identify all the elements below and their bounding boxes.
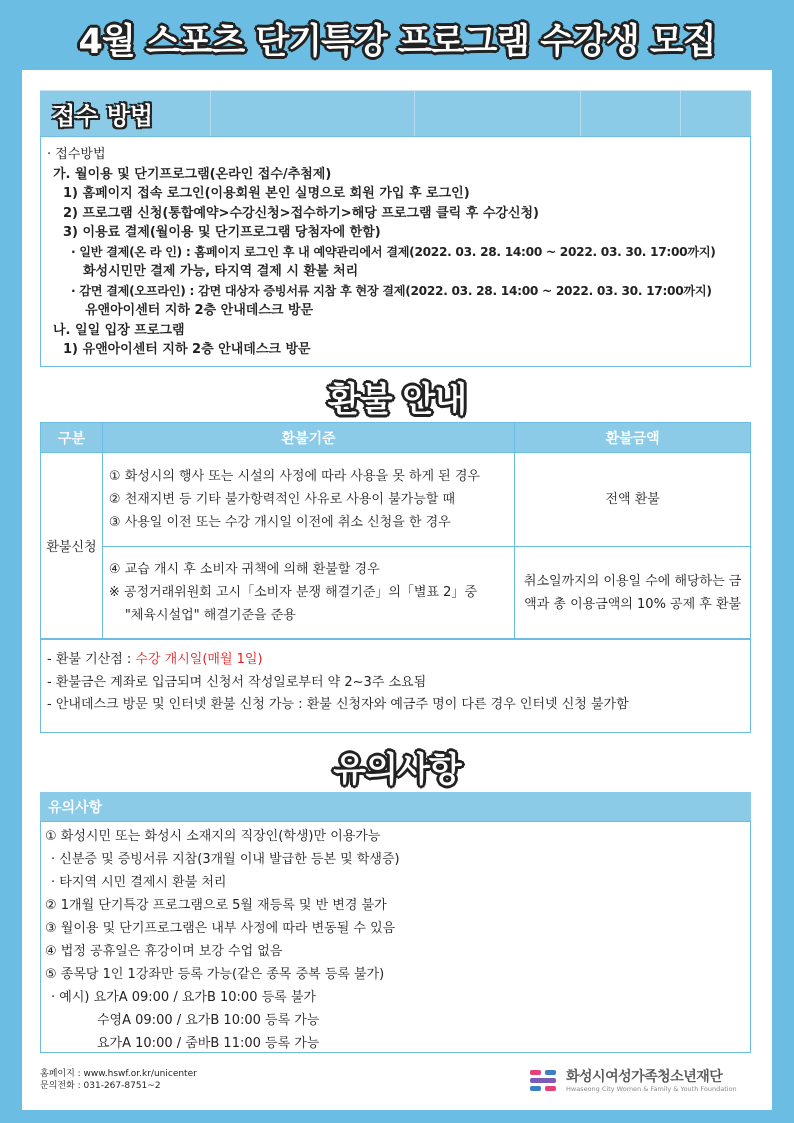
refund-category: 환불신청 (41, 453, 103, 639)
refund-basis-value: 수강 개시일(매월 1일) (135, 652, 263, 667)
refund-notes (40, 639, 751, 733)
app-line: 유앤아이센터 지하 2층 안내데스크 방문 (85, 303, 314, 318)
foundation-logo (528, 1064, 758, 1098)
caution-list (40, 821, 751, 1053)
app-line: 2) 프로그램 신청(통합예약>수강신청>접수하기>해당 프로그램 클릭 후 수강신청) (63, 205, 540, 221)
caution-line: ① 화성시민 또는 화성시 소재지의 직장인(학생)만 이용가능 (45, 829, 381, 844)
app-line: 가. 월이용 및 단기프로그램(온라인 접수/추첨제) (53, 166, 332, 182)
table-header-row (41, 423, 751, 453)
homepage-link[interactable]: 홈페이지 : www.hswf.or.kr/unicenter (40, 1069, 197, 1079)
criteria-line: ② 천재지변 등 기타 불가항력적인 사유로 사용이 불가능할 때 (108, 492, 456, 507)
table-row (41, 453, 751, 547)
application-details (40, 136, 751, 367)
criteria-line: ※ 공정거래위원회 고시「소비자 분쟁 해결기준」의「별표 2」중 (108, 585, 478, 600)
phone-number: 문의전화 : 031-267-8751~2 (40, 1081, 161, 1091)
column-header: 환불기준 (102, 423, 514, 453)
app-line: · 일반 결제(온 라 인) : 홈페이지 로그인 후 내 예약관리에서 결제(2022. 03. 28. 14:00 ~ 2022. 03. 30. 17:00까지) (71, 244, 716, 259)
refund-amount: 취소일까지의 이용일 수에 해당하는 금액과 총 이용금액의 10% 공제 후 환불 (515, 547, 751, 639)
caution-line: · 타지역 시민 결제시 환불 처리 (51, 875, 227, 890)
application-heading: 접수 방법 (52, 102, 154, 130)
foundation-name-en: Hwaseong City Women & Family & Youth Foundation (566, 1085, 737, 1093)
caution-line: 요가A 10:00 / 줌바B 11:00 등록 가능 (97, 1036, 320, 1051)
refund-note: - 안내데스크 방문 및 인터넷 환불 신청 가능 : 환불 신청자와 예금주 명이 다른 경우 인터넷 신청 불가함 (47, 697, 629, 712)
caution-line: ② 1개월 단기특강 프로그램으로 5월 재등록 및 반 변경 불가 (45, 898, 387, 913)
application-section-header (40, 90, 751, 136)
foundation-name: 화성시여성가족청소년재단 (566, 1069, 723, 1085)
caution-box-title: 유의사항 (40, 792, 751, 821)
caution-line: ⑤ 종목당 1인 1강좌만 등록 가능(같은 종목 중복 등록 불가) (45, 967, 385, 982)
app-line: · 접수방법 (47, 147, 106, 162)
refund-basis-label: - 환불 기산점 : (47, 652, 136, 667)
column-header: 환불금액 (515, 423, 751, 453)
caution-line: ③ 월이용 및 단기프로그램은 내부 사정에 따라 변동될 수 있음 (45, 921, 396, 936)
table-row (41, 547, 751, 639)
criteria-line: ① 화성시의 행사 또는 시설의 사정에 따라 사용을 못 하게 된 경우 (108, 469, 480, 484)
caution-line: · 신분증 및 증빙서류 지참(3개월 이내 발급한 등본 및 학생증) (51, 852, 400, 867)
app-line: 1) 홈페이지 접속 로그인(이용회원 본인 실명으로 회원 가입 후 로그인) (63, 186, 470, 201)
refund-table (40, 422, 751, 639)
refund-criteria (102, 547, 514, 639)
criteria-line: ④ 교습 개시 후 소비자 귀책에 의해 환불할 경우 (108, 562, 380, 577)
column-header: 구분 (41, 423, 103, 453)
page-title: 4월 스포츠 단기특강 프로그램 수강생 모집 (78, 22, 716, 62)
refund-heading: 환불 안내 (327, 380, 467, 420)
app-line: 3) 이용료 결제(월이용 및 단기프로그램 당첨자에 한함) (63, 225, 381, 240)
refund-criteria (102, 453, 514, 547)
caution-heading: 유의사항 (333, 750, 461, 790)
app-line: 1) 유앤아이센터 지하 2층 안내데스크 방문 (63, 342, 311, 357)
app-line: 화성시민만 결제 가능, 타지역 결제 시 환불 처리 (83, 264, 359, 279)
caution-line: 수영A 09:00 / 요가B 10:00 등록 가능 (97, 1013, 320, 1028)
footer-contact (40, 1068, 197, 1092)
refund-note: - 환불금은 계좌로 입금되며 신청서 작성일로부터 약 2~3주 소요됨 (47, 674, 427, 690)
caution-line: · 예시) 요가A 09:00 / 요가B 10:00 등록 불가 (51, 990, 316, 1005)
foundation-logo-icon (528, 1066, 558, 1094)
caution-line: ④ 법정 공휴일은 휴강이며 보강 수업 없음 (45, 944, 283, 959)
criteria-line: ③ 사용일 이전 또는 수강 개시일 이전에 취소 신청을 한 경우 (108, 515, 451, 530)
criteria-line: "체육시설업" 해결기준을 준용 (124, 608, 296, 623)
app-line: · 감면 결제(오프라인) : 감면 대상자 증빙서류 지참 후 현장 결제(2022. 03. 28. 14:00 ~ 2022. 03. 30. 17:00까지) (71, 283, 712, 298)
app-line: 나. 일일 입장 프로그램 (53, 322, 185, 338)
refund-amount: 전액 환불 (515, 453, 751, 547)
refund-note (47, 649, 744, 672)
